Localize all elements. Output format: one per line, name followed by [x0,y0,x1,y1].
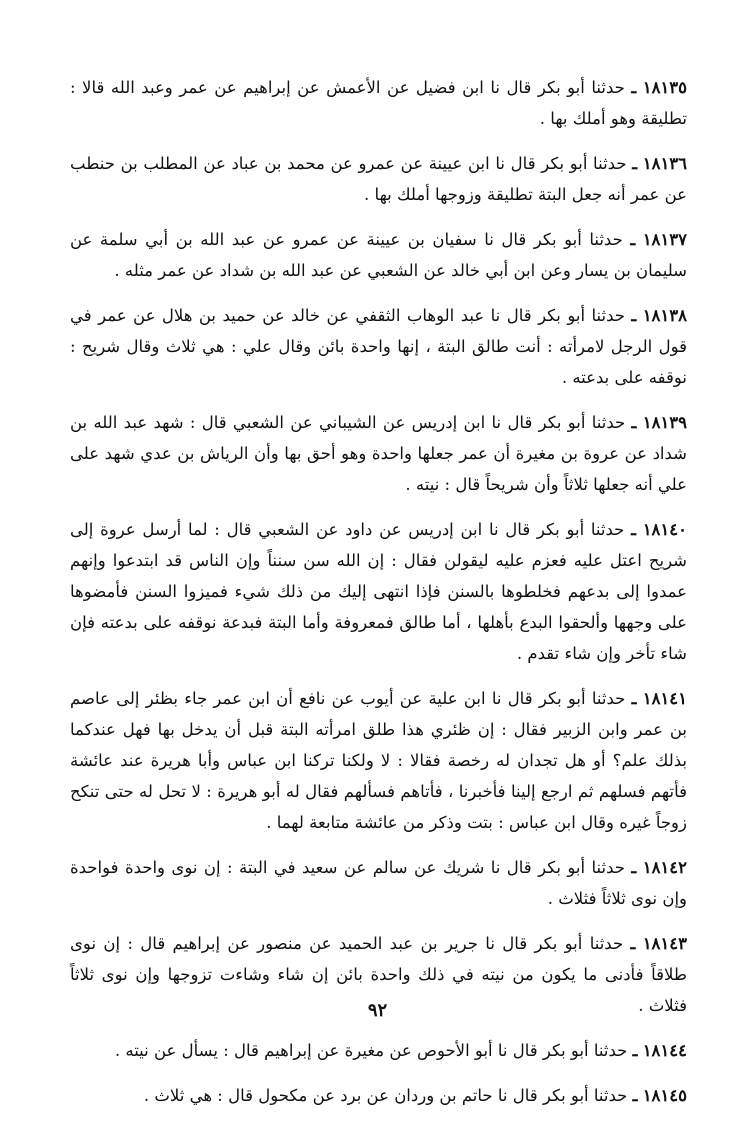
hadith-entry [70,224,687,286]
hadith-text: حدثنا أبو بكر قال نا شريك عن سالم عن سعيد في البتة : إن نوى واحدة فواحدة وإن نوى ثلاثاً فثلاث . [70,858,687,908]
hadith-number: ١٨١٣٦ [642,154,688,173]
hadith-number: ١٨١٣٩ [642,413,688,432]
hadith-entry [70,72,687,134]
separator-dash: ـ [631,520,636,539]
hadith-text: حدثنا أبو بكر قال نا ابن إدريس عن داود عن الشعبي قال : لما أرسل عروة إلى شريح اعتل عليه فعزم عليه ليقولن فقال : إن الله سن سنناً وإن الناس قد ابتدعوا وإنهم عمدوا إلى بدعهم فخلطوها بالسنن فإذا انتهى إليك من ذلك شيء فميزوا السنن فأمضوها على وجهها وألحقوا البدع بأهلها ، أما طالق فمعروفة وأما البتة فبدعة نوقفه على بدعته فإن شاء تأخر وإن شاء تقدم . [70,520,687,663]
separator-dash: ـ [631,858,637,877]
separator-dash: ـ [630,230,636,249]
document-body [70,72,687,1125]
hadith-entry [70,1080,687,1111]
hadith-text: حدثنا أبو بكر قال نا سفيان بن عيينة عن عمرو عن عبد الله بن أبي سلمة عن سليمان بن يسار وعن ابن أبي خالد عن الشعبي عن عبد الله بن شداد عن عمر مثله . [70,230,687,280]
hadith-number: ١٨١٤٥ [642,1086,687,1105]
separator-dash: ـ [632,1086,638,1105]
hadith-text: حدثنا أبو بكر قال نا عبد الوهاب الثقفي عن خالد عن حميد بن هلال عن عمر في قول الرجل لامرأته : أنت طالق البتة ، إنها واحدة بائن وقال علي : هي ثلاث وقال شريح : نوقفه على بدعته . [70,306,687,387]
hadith-entry [70,852,687,914]
hadith-number: ١٨١٣٨ [642,306,687,325]
hadith-text: حدثنا أبو بكر قال نا ابن عيينة عن عمرو عن محمد بن عباد عن المطلب بن حنطب عن عمر أنه جعل البتة تطليقة وزوجها أملك بها . [70,154,687,204]
hadith-text: حدثنا أبو بكر قال نا ابن فضيل عن الأعمش عن إبراهيم عن عمر وعبد الله قالا : تطليقة وهو أملك بها . [70,78,687,128]
hadith-text: حدثنا أبو بكر قال نا جرير بن عبد الحميد عن منصور عن إبراهيم قال : إن نوى طلاقاً فأدنى ما يكون من نيته في ذلك واحدة بائن إن شاء وشاءت تزوجها وإن نوى ثلاثاً فثلاث . [70,934,687,1015]
hadith-number: ١٨١٤١ [642,689,688,708]
separator-dash: ـ [631,78,637,97]
hadith-text: حدثنا أبو بكر قال نا حاتم بن وردان عن برد عن مكحول قال : هي ثلاث . [143,1086,628,1105]
hadith-entry [70,407,687,500]
hadith-text: حدثنا أبو بكر قال نا أبو الأحوص عن مغيرة عن إبراهيم قال : يسأل عن نيته . [114,1041,628,1060]
separator-dash: ـ [630,934,636,953]
hadith-number: ١٨١٤٠ [642,520,687,539]
hadith-entry [70,148,687,210]
hadith-number: ١٨١٣٥ [642,78,688,97]
hadith-entry [70,300,687,393]
hadith-entry [70,514,687,669]
hadith-entry [70,683,687,838]
hadith-text: حدثنا أبو بكر قال نا ابن إدريس عن الشيباني عن الشعبي قال : شهد عبد الله بن شداد عن عروة بن مغيرة أن عمر جعلها واحدة وهو أحق بها وأن الرياش بن عدي شهد على علي أنه جعلها ثلاثاً وأن شريحاً قال : نيته . [70,413,687,494]
hadith-entry [70,1035,687,1066]
hadith-number: ١٨١٤٢ [642,858,688,877]
separator-dash: ـ [631,689,637,708]
separator-dash: ـ [632,1041,638,1060]
separator-dash: ـ [632,154,638,173]
hadith-text: حدثنا أبو بكر قال نا ابن علية عن أيوب عن نافع أن ابن عمر جاء بظئر إلى عاصم بن عمر وابن الزبير فقال : إن ظئري هذا طلق امرأته البتة قبل أن يدخل بها فهل عندكما بذلك علم؟ أو هل تجدان له رخصة فقالا : لا ولكنا تركنا ابن عباس وأبا هريرة عند عائشة فأتهم فسلهم ثم ارجع إلينا فأخبرنا ، فأتاهم فسألهم فقال له أبو هريرة : لا تحل له حتى تنكح زوجاً غيره وقال ابن عباس : بتت وذكر من عائشة متابعة لهما . [70,689,687,832]
hadith-number: ١٨١٤٣ [642,934,687,953]
page-number: ٩٢ [367,1000,388,1021]
hadith-number: ١٨١٤٤ [642,1041,687,1060]
hadith-number: ١٨١٣٧ [642,230,687,249]
separator-dash: ـ [631,306,637,325]
separator-dash: ـ [631,413,637,432]
